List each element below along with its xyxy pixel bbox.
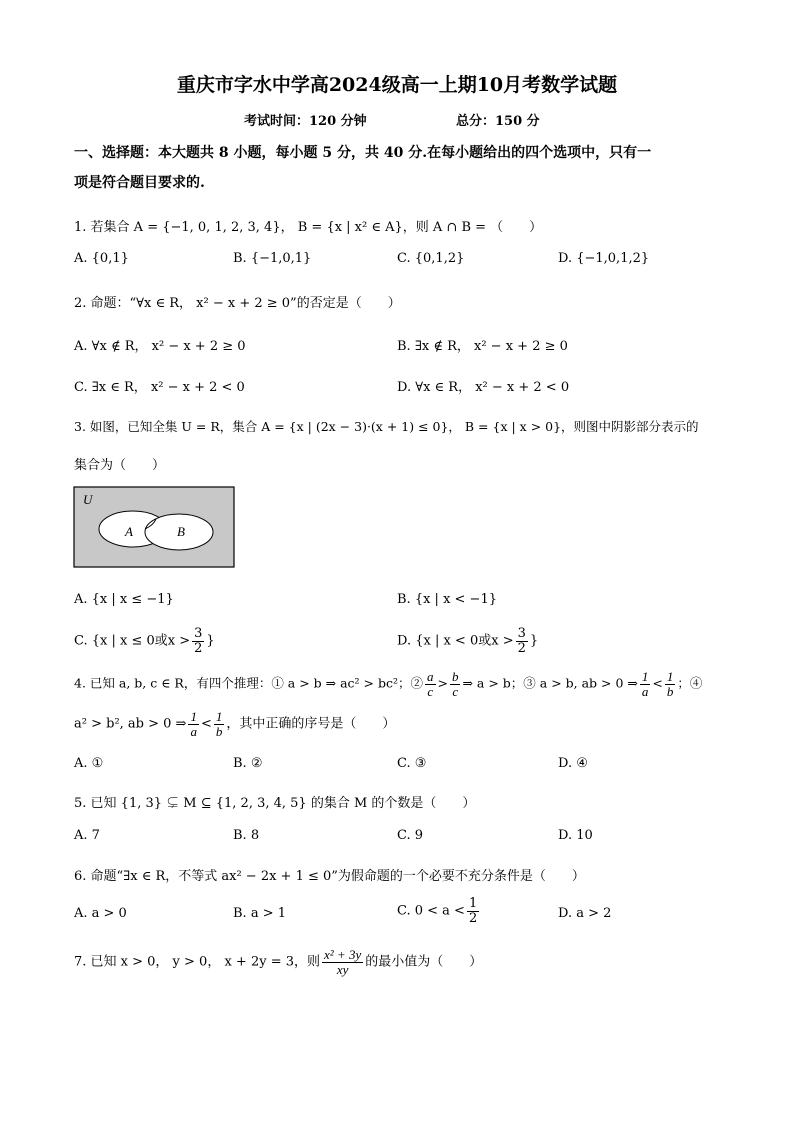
question-2-stem: 2. 命题：“∀x ∈ R， x² − x + 2 ≥ 0”的否定是（ ）: [74, 296, 401, 311]
q4-stem-part1: 4. 已知 a, b, c ∈ R，有四个推理：① a > b ⇒ ac² > bc²；②: [74, 675, 423, 691]
q5-option-b: B. 8: [233, 828, 260, 843]
q3-d-frac-den: 2: [517, 640, 526, 656]
q4-frac-a: a: [427, 669, 434, 684]
q4-option-c: C. ③: [397, 756, 427, 771]
q4-frac-c2: c: [452, 683, 459, 699]
q4-frac-one: 1: [641, 669, 649, 684]
q2-option-d: D. ∀x ∈ R， x² − x + 2 < 0: [397, 380, 570, 395]
q3-d-frac-num: 3: [517, 626, 526, 641]
q2-option-a: A. ∀x ∉ R， x² − x + 2 ≥ 0: [74, 339, 246, 354]
q4-frac-a2: a: [641, 683, 649, 699]
q3-option-c-text: C. {x | x ≤ 0或x >: [74, 633, 191, 649]
q6-option-b: B. a > 1: [233, 906, 286, 921]
q3-option-c: [74, 627, 215, 655]
q4-frac-c: c: [427, 683, 434, 699]
q2-option-c: C. ∃x ∈ R， x² − x + 2 < 0: [74, 380, 245, 395]
question-4-stem: [74, 670, 702, 698]
q4-lt: <: [652, 675, 663, 691]
q1-option-d: D. {−1,0,1,2}: [558, 251, 650, 266]
q7-frac-den: xy: [336, 961, 349, 977]
q7-stem-tail: 的最小值为（ ）: [365, 954, 483, 970]
q5-option-c: C. 9: [397, 828, 424, 843]
q6-c-frac-den: 2: [468, 910, 478, 926]
q4-stem-part2: ⇒ a > b；③ a > b, ab > 0 ⇒: [462, 675, 638, 691]
q4-stem-part3: ；④: [677, 675, 703, 691]
q4-frac-b: b: [451, 669, 459, 684]
section-heading-line2: 项是符合题目要求的.: [74, 175, 205, 191]
q3-c-close: }: [206, 633, 215, 649]
q1-option-b: B. {−1,0,1}: [233, 251, 312, 266]
exam-score: 总分：150 分: [456, 114, 540, 129]
venn-label-b: B: [177, 524, 185, 539]
q6-option-c-text: C. 0 < a <: [397, 903, 465, 919]
q5-option-d: D. 10: [558, 828, 593, 843]
q3-option-d-text: D. {x | x < 0或x >: [397, 633, 514, 649]
q7-frac-num: x² + 3y: [324, 947, 362, 962]
question-7-stem: [74, 948, 482, 976]
q3-c-frac-den: 2: [194, 640, 203, 656]
q4-l2-frac-b: b: [215, 723, 223, 739]
q6-c-frac-num: 1: [468, 896, 478, 911]
q2-option-b: B. ∃x ∉ R， x² − x + 2 ≥ 0: [397, 339, 568, 354]
q5-option-a: A. 7: [74, 828, 100, 843]
q3-option-d: [397, 627, 538, 655]
q3-option-a: A. {x | x ≤ −1}: [74, 592, 174, 607]
q7-stem-part1: 7. 已知 x > 0， y > 0， x + 2y = 3，则: [74, 954, 320, 970]
section-heading-line1: 一、选择题：本大题共 8 小题，每小题 5 分，共 40 分.在每小题给出的四个选项中，只有一: [74, 145, 652, 161]
q4-l2-frac-one2: 1: [215, 709, 223, 724]
question-1-stem: 1. 若集合 A = {−1, 0, 1, 2, 3, 4}， B = {x | x² ∈ A}，则 A ∩ B = （ ）: [74, 220, 543, 235]
question-5-stem: 5. 已知 {1, 3} ⊊ M ⊆ {1, 2, 3, 4, 5} 的集合 M 的个数是（ ）: [74, 796, 476, 811]
q4-line2b: ，其中正确的序号是（ ）: [226, 716, 396, 732]
q4-l2-frac-one: 1: [190, 709, 197, 724]
q1-option-c: C. {0,1,2}: [397, 251, 465, 266]
venn-label-a: A: [125, 524, 133, 539]
question-3-stem: 3. 如图，已知全集 U = R，集合 A = {x | (2x − 3)·(x + 1) ≤ 0}， B = {x | x > 0}，则图中阴影部分表示的: [74, 419, 699, 434]
q3-c-frac-num: 3: [194, 626, 203, 641]
q4-frac-b2: b: [666, 683, 674, 699]
q4-l2-lt: <: [200, 716, 212, 732]
q6-option-a: A. a > 0: [74, 906, 127, 921]
q4-line2a: a² > b², ab > 0 ⇒: [74, 716, 187, 732]
q6-option-d: D. a > 2: [558, 906, 612, 921]
venn-label-u: U: [83, 492, 93, 507]
q4-l2-frac-a: a: [190, 723, 197, 739]
q3-option-b: B. {x | x < −1}: [397, 592, 497, 607]
q3-d-close: }: [529, 633, 539, 649]
q6-option-c: [397, 897, 481, 925]
question-6-stem: 6. 命题“∃x ∈ R，不等式 ax² − 2x + 1 ≤ 0”为假命题的一个必要不充分条件是（ ）: [74, 869, 585, 884]
question-3-stem-line2: 集合为（ ）: [74, 458, 166, 473]
question-4-line2: [74, 710, 395, 738]
q4-option-b: B. ②: [233, 756, 263, 771]
exam-time: 考试时间：120 分钟: [244, 114, 367, 129]
q4-option-d: D. ④: [558, 756, 588, 771]
q4-gt: >: [437, 675, 448, 691]
q4-frac-one2: 1: [666, 669, 674, 684]
q1-option-a: A. {0,1}: [74, 251, 129, 266]
venn-diagram: [73, 486, 237, 570]
q4-option-a: A. ①: [74, 756, 104, 771]
exam-title: 重庆市字水中学高2024级高一上期10月考数学试题: [176, 74, 618, 96]
